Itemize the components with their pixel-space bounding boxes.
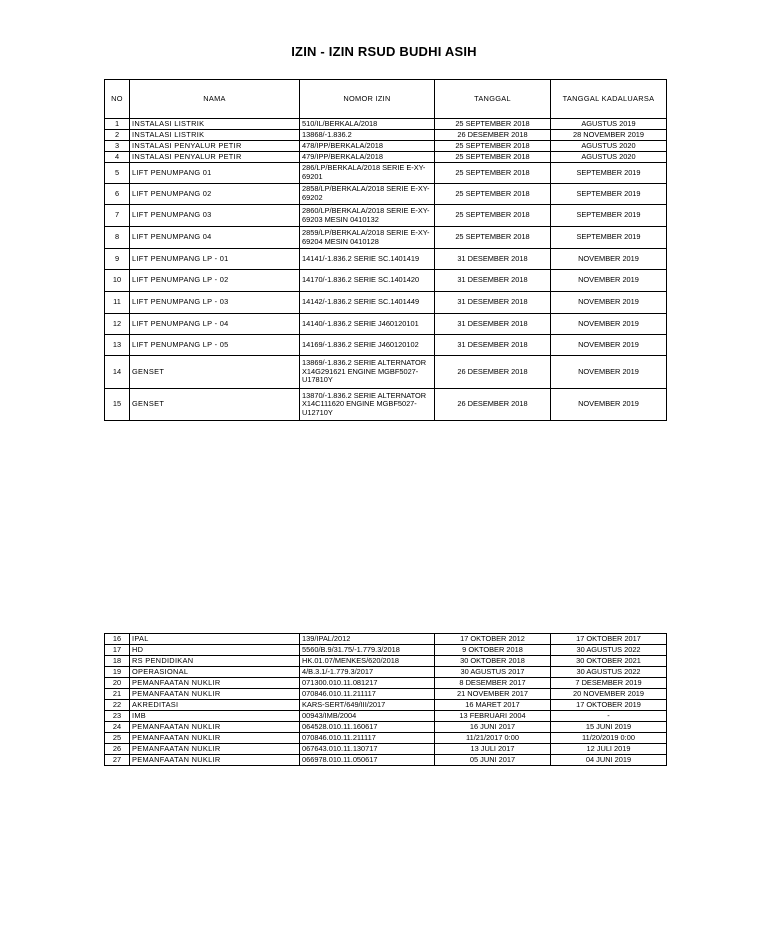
cell-tanggal-kadaluarsa: 20 NOVEMBER 2019 [551,689,667,700]
cell-tanggal-kadaluarsa: AGUSTUS 2020 [551,141,667,152]
cell-nama: LIFT PENUMPANG 03 [130,205,300,227]
cell-nama: INSTALASI LISTRIK [130,130,300,141]
cell-tanggal-kadaluarsa: NOVEMBER 2019 [551,292,667,314]
cell-tanggal-kadaluarsa: NOVEMBER 2019 [551,389,667,421]
cell-tanggal: 31 DESEMBER 2018 [435,249,551,270]
header-nama: NAMA [130,80,300,119]
cell-no: 14 [105,356,130,389]
cell-nama: PEMANFAATAN NUKLIR [130,744,300,755]
table-row [105,184,667,205]
table-row [105,722,667,733]
cell-no: 23 [105,711,130,722]
table-body-secondary [105,634,667,766]
table-row [105,755,667,766]
cell-nama: LIFT PENUMPANG LP - 04 [130,314,300,335]
cell-tanggal-kadaluarsa: NOVEMBER 2019 [551,270,667,292]
table-row [105,205,667,227]
table-row [105,389,667,421]
header-tanggal: TANGGAL [435,80,551,119]
table-row [105,163,667,184]
cell-tanggal-kadaluarsa: 7 DESEMBER 2019 [551,678,667,689]
cell-tanggal: 25 SEPTEMBER 2018 [435,184,551,205]
cell-nomor-izin: 286/LP/BERKALA/2018 SERIE E-XY-69201 [300,163,435,184]
table-row [105,689,667,700]
cell-nomor-izin: 14142/-1.836.2 SERIE SC.1401449 [300,292,435,314]
table-row [105,744,667,755]
cell-nama: GENSET [130,356,300,389]
cell-nomor-izin: 478/IPP/BERKALA/2018 [300,141,435,152]
cell-nama: PEMANFAATAN NUKLIR [130,722,300,733]
permits-table-main [104,79,667,421]
cell-tanggal-kadaluarsa: AGUSTUS 2020 [551,152,667,163]
cell-tanggal-kadaluarsa: NOVEMBER 2019 [551,335,667,356]
table-row [105,667,667,678]
cell-nomor-izin: 510/IL/BERKALA/2018 [300,119,435,130]
cell-nomor-izin: 479/IPP/BERKALA/2018 [300,152,435,163]
cell-nomor-izin: 064528.010.11.160617 [300,722,435,733]
cell-no: 1 [105,119,130,130]
cell-nama: INSTALASI LISTRIK [130,119,300,130]
cell-tanggal: 13 JULI 2017 [435,744,551,755]
cell-nama: INSTALASI PENYALUR PETIR [130,141,300,152]
cell-no: 18 [105,656,130,667]
cell-no: 5 [105,163,130,184]
cell-tanggal: 26 DESEMBER 2018 [435,389,551,421]
permits-table-secondary [104,633,667,766]
table-row [105,335,667,356]
cell-no: 8 [105,227,130,249]
cell-tanggal-kadaluarsa: AGUSTUS 2019 [551,119,667,130]
cell-no: 9 [105,249,130,270]
cell-nomor-izin: 070846.010.11.211117 [300,733,435,744]
cell-tanggal: 11/21/2017 0:00 [435,733,551,744]
cell-no: 24 [105,722,130,733]
cell-nomor-izin: 2860/LP/BERKALA/2018 SERIE E-XY-69203 MESIN 0410132 [300,205,435,227]
cell-tanggal-kadaluarsa: 12 JULI 2019 [551,744,667,755]
cell-nomor-izin: 139/IPAL/2012 [300,634,435,645]
cell-nomor-izin: 14141/-1.836.2 SERIE SC.1401419 [300,249,435,270]
cell-nama: RS PENDIDIKAN [130,656,300,667]
cell-nama: OPERASIONAL [130,667,300,678]
table-row [105,656,667,667]
cell-tanggal: 9 OKTOBER 2018 [435,645,551,656]
table-row [105,678,667,689]
header-nomor-izin: NOMOR IZIN [300,80,435,119]
cell-nomor-izin: 00943/IMB/2004 [300,711,435,722]
table-row [105,141,667,152]
cell-no: 22 [105,700,130,711]
cell-tanggal: 05 JUNI 2017 [435,755,551,766]
table-row [105,711,667,722]
cell-nomor-izin: 071300.010.11.081217 [300,678,435,689]
table-row [105,645,667,656]
page-title: IZIN - IZIN RSUD BUDHI ASIH [291,44,477,59]
cell-tanggal-kadaluarsa: 11/20/2019 0:00 [551,733,667,744]
cell-tanggal: 30 OKTOBER 2018 [435,656,551,667]
cell-no: 26 [105,744,130,755]
cell-nama: HD [130,645,300,656]
cell-nama: PEMANFAATAN NUKLIR [130,678,300,689]
cell-no: 4 [105,152,130,163]
cell-no: 10 [105,270,130,292]
table-row [105,700,667,711]
cell-nomor-izin: 4/B.3.1/-1.779.3/2017 [300,667,435,678]
cell-no: 3 [105,141,130,152]
cell-tanggal: 16 MARET 2017 [435,700,551,711]
cell-nama: INSTALASI PENYALUR PETIR [130,152,300,163]
cell-no: 17 [105,645,130,656]
table-row [105,733,667,744]
cell-no: 20 [105,678,130,689]
cell-tanggal: 26 DESEMBER 2018 [435,130,551,141]
cell-tanggal-kadaluarsa: NOVEMBER 2019 [551,249,667,270]
cell-tanggal-kadaluarsa: 30 OKTOBER 2021 [551,656,667,667]
cell-nama: LIFT PENUMPANG 04 [130,227,300,249]
cell-nomor-izin: 2859/LP/BERKALA/2018 SERIE E-XY-69204 MESIN 0410128 [300,227,435,249]
table-row [105,130,667,141]
cell-tanggal: 25 SEPTEMBER 2018 [435,152,551,163]
cell-tanggal-kadaluarsa: 17 OKTOBER 2019 [551,700,667,711]
table-body-main [105,119,667,421]
cell-nomor-izin: 13869/-1.836.2 SERIE ALTERNATOR X14G291621 ENGINE MGBF5027-U17810Y [300,356,435,389]
cell-nama: PEMANFAATAN NUKLIR [130,755,300,766]
cell-no: 7 [105,205,130,227]
cell-tanggal: 25 SEPTEMBER 2018 [435,141,551,152]
cell-tanggal: 25 SEPTEMBER 2018 [435,163,551,184]
cell-no: 2 [105,130,130,141]
cell-tanggal: 31 DESEMBER 2018 [435,314,551,335]
cell-tanggal: 8 DESEMBER 2017 [435,678,551,689]
cell-nama: LIFT PENUMPANG LP - 01 [130,249,300,270]
cell-nama: PEMANFAATAN NUKLIR [130,689,300,700]
cell-no: 25 [105,733,130,744]
cell-nomor-izin: KARS-SERT/649/III/2017 [300,700,435,711]
cell-nama: LIFT PENUMPANG 01 [130,163,300,184]
table-header-row [105,80,667,119]
cell-nomor-izin: 14140/-1.836.2 SERIE J460120101 [300,314,435,335]
cell-nomor-izin: 067643.010.11.130717 [300,744,435,755]
cell-tanggal-kadaluarsa: 30 AGUSTUS 2022 [551,645,667,656]
table-row [105,270,667,292]
cell-tanggal-kadaluarsa: 30 AGUSTUS 2022 [551,667,667,678]
table-row [105,356,667,389]
cell-nomor-izin: 070846.010.11.211117 [300,689,435,700]
table-row [105,634,667,645]
cell-tanggal: 21 NOVEMBER 2017 [435,689,551,700]
table-row [105,249,667,270]
cell-no: 15 [105,389,130,421]
cell-tanggal-kadaluarsa: 28 NOVEMBER 2019 [551,130,667,141]
cell-tanggal-kadaluarsa: - [551,711,667,722]
cell-tanggal: 26 DESEMBER 2018 [435,356,551,389]
header-tanggal-kadaluarsa: TANGGAL KADALUARSA [551,80,667,119]
cell-tanggal-kadaluarsa: SEPTEMBER 2019 [551,227,667,249]
cell-tanggal-kadaluarsa: SEPTEMBER 2019 [551,205,667,227]
table-row [105,292,667,314]
cell-no: 13 [105,335,130,356]
cell-tanggal: 16 JUNI 2017 [435,722,551,733]
cell-nomor-izin: 14169/-1.836.2 SERIE J460120102 [300,335,435,356]
cell-nama: IMB [130,711,300,722]
cell-no: 11 [105,292,130,314]
cell-tanggal-kadaluarsa: NOVEMBER 2019 [551,356,667,389]
cell-nama: LIFT PENUMPANG LP - 03 [130,292,300,314]
cell-no: 19 [105,667,130,678]
cell-no: 12 [105,314,130,335]
cell-no: 21 [105,689,130,700]
cell-tanggal-kadaluarsa: 17 OKTOBER 2017 [551,634,667,645]
cell-tanggal: 31 DESEMBER 2018 [435,270,551,292]
cell-tanggal-kadaluarsa: SEPTEMBER 2019 [551,184,667,205]
cell-nama: PEMANFAATAN NUKLIR [130,733,300,744]
cell-nomor-izin: 066978.010.11.050617 [300,755,435,766]
cell-tanggal-kadaluarsa: 04 JUNI 2019 [551,755,667,766]
cell-tanggal: 30 AGUSTUS 2017 [435,667,551,678]
cell-tanggal: 25 SEPTEMBER 2018 [435,227,551,249]
cell-nomor-izin: 2858/LP/BERKALA/2018 SERIE E-XY-69202 [300,184,435,205]
cell-nama: LIFT PENUMPANG LP - 05 [130,335,300,356]
cell-nomor-izin: 14170/-1.836.2 SERIE SC.1401420 [300,270,435,292]
cell-tanggal: 31 DESEMBER 2018 [435,292,551,314]
table-row [105,314,667,335]
table-row [105,227,667,249]
cell-nomor-izin: HK.01.07/MENKES/620/2018 [300,656,435,667]
cell-nomor-izin: 13868/-1.836.2 [300,130,435,141]
table-row [105,152,667,163]
cell-nama: LIFT PENUMPANG 02 [130,184,300,205]
cell-nomor-izin: 5560/B.9/31.75/-1.779.3/2018 [300,645,435,656]
cell-tanggal-kadaluarsa: NOVEMBER 2019 [551,314,667,335]
cell-tanggal: 25 SEPTEMBER 2018 [435,205,551,227]
cell-tanggal: 25 SEPTEMBER 2018 [435,119,551,130]
cell-tanggal-kadaluarsa: 15 JUNI 2019 [551,722,667,733]
cell-tanggal: 17 OKTOBER 2012 [435,634,551,645]
cell-nomor-izin: 13870/-1.836.2 SERIE ALTERNATOR X14C111620 ENGINE MGBF5027-U12710Y [300,389,435,421]
cell-nama: IPAL [130,634,300,645]
cell-no: 27 [105,755,130,766]
cell-nama: GENSET [130,389,300,421]
cell-no: 6 [105,184,130,205]
cell-tanggal: 13 FEBRUARI 2004 [435,711,551,722]
cell-no: 16 [105,634,130,645]
table-row [105,119,667,130]
cell-nama: AKREDITASI [130,700,300,711]
header-no: NO [105,80,130,119]
cell-nama: LIFT PENUMPANG LP - 02 [130,270,300,292]
cell-tanggal: 31 DESEMBER 2018 [435,335,551,356]
cell-tanggal-kadaluarsa: SEPTEMBER 2019 [551,163,667,184]
